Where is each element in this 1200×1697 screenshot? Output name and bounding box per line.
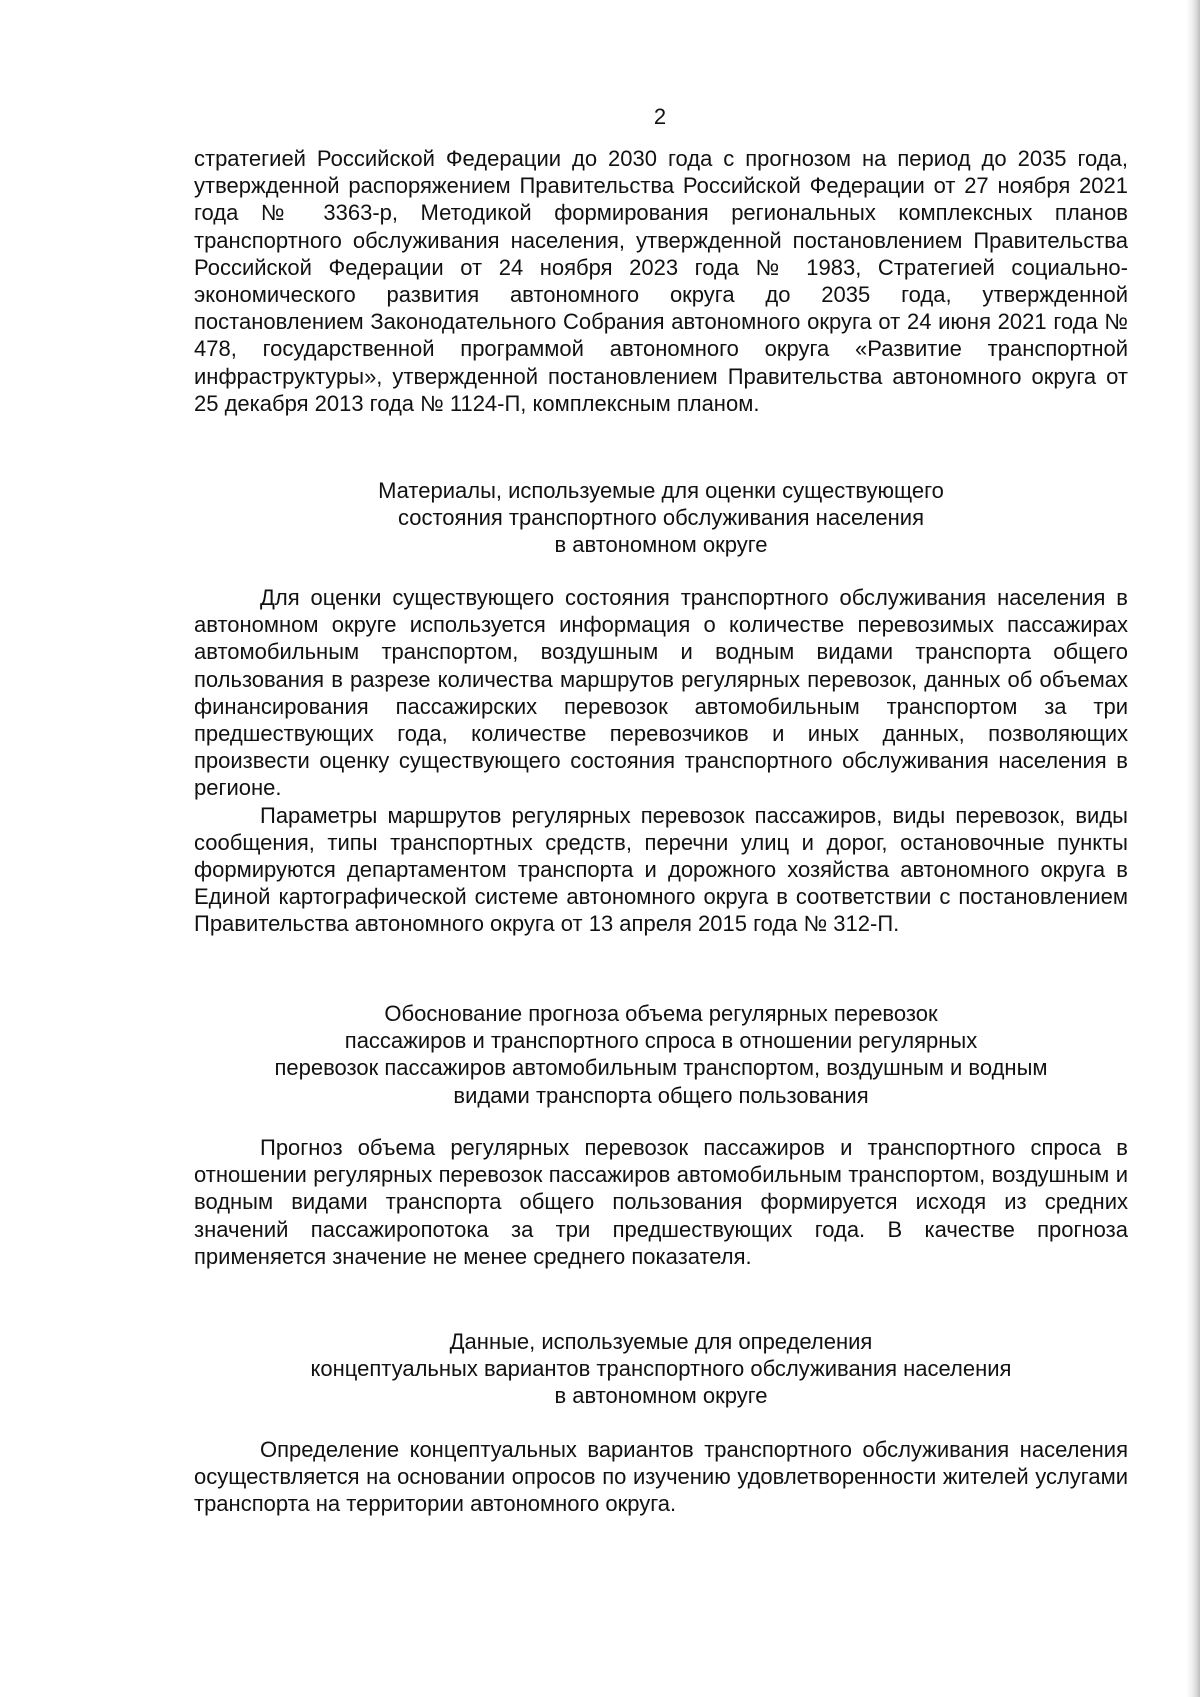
- heading-line: в автономном округе: [554, 532, 768, 558]
- body-paragraph: Параметры маршрутов регулярных перевозок пассажиров, виды перевозок, виды сообщения, типы транспортных средств, перечни улиц и дорог, остановочные пункты формируются департаментом транспорта и дорожного хозяйства автономного округа в Единой картографической системе автономного округа в соответствии с постановлением Правительства автономного округа от 13 апреля 2015 года № 312-П.: [194, 802, 1128, 937]
- heading-line: Обоснование прогноза объема регулярных перевозок: [384, 1001, 938, 1026]
- intro-paragraph: стратегией Российской Федерации до 2030 года с прогнозом на период до 2035 года, утвержденной распоряжением Правительства Российской Федерации от 27 ноября 2021 года № 3363-р, Методикой формирования региональных комплексных планов транспортного обслуживания населения, утвержденной постановлением Правительства Российской Федерации от 24 ноября 2023 года № 1983, Стратегией социально-экономического развития автономного округа до 2035 года, утвержденной постановлением Законодательного Собрания автономного округа от 24 июня 2021 года № 478, государственной программой автономного округа «Развитие транспортной инфраструктуры», утвержденной постановлением Правительства автономного округа от 25 декабря 2013 года № 1124-П, комплексным планом.: [194, 146, 1128, 416]
- section-heading-materials: [194, 477, 1128, 559]
- section-heading-concepts: [194, 1328, 1128, 1410]
- page-number: 2: [653, 104, 667, 129]
- section-body-concepts: [194, 1436, 1128, 1518]
- heading-line: состояния транспортного обслуживания населения: [397, 505, 924, 531]
- heading-line: видами транспорта общего пользования: [453, 1082, 869, 1108]
- section-heading-forecast: [194, 1000, 1128, 1109]
- body-paragraph: Определение концептуальных вариантов транспортного обслуживания населения осуществляется на основании опросов по изучению удовлетворенности жителей услугами транспорта на территории автономного округа.: [194, 1437, 1128, 1517]
- section-body-materials: [194, 584, 1128, 938]
- section-body-forecast: [194, 1134, 1128, 1270]
- heading-line: перевозок пассажиров автомобильным транспортом, воздушным и водным: [274, 1055, 1048, 1081]
- heading-line: в автономном округе: [554, 1383, 768, 1409]
- heading-line: концептуальных вариантов транспортного обслуживания населения: [310, 1356, 1012, 1382]
- page-edge-shadow: [1186, 0, 1200, 1697]
- heading-line: Материалы, используемые для оценки существующего: [378, 478, 944, 503]
- heading-line: пассажиров и транспортного спроса в отношении регулярных: [344, 1028, 978, 1054]
- heading-line: Данные, используемые для определения: [449, 1329, 873, 1354]
- body-paragraph: Для оценки существующего состояния транспортного обслуживания населения в автономном округе используется информация о количестве перевозимых пассажирах автомобильным транспортом, воздушным и водным видами транспорта общего пользования в разрезе количества маршрутов регулярных перевозок, данных об объемах финансирования пассажирских перевозок автомобильным транспортом за три предшествующих года, количестве перевозчиков и иных данных, позволяющих произвести оценку существующего состояния транспортного обслуживания населения в регионе.: [194, 585, 1128, 801]
- body-paragraph: Прогноз объема регулярных перевозок пассажиров и транспортного спроса в отношении регулярных перевозок пассажиров автомобильным транспортом, воздушным и водным видами транспорта общего пользования формируется исходя из средних значений пассажиропотока за три предшествующих года. В качестве прогноза применяется значение не менее среднего показателя.: [194, 1135, 1128, 1269]
- intro-block: [194, 145, 1128, 417]
